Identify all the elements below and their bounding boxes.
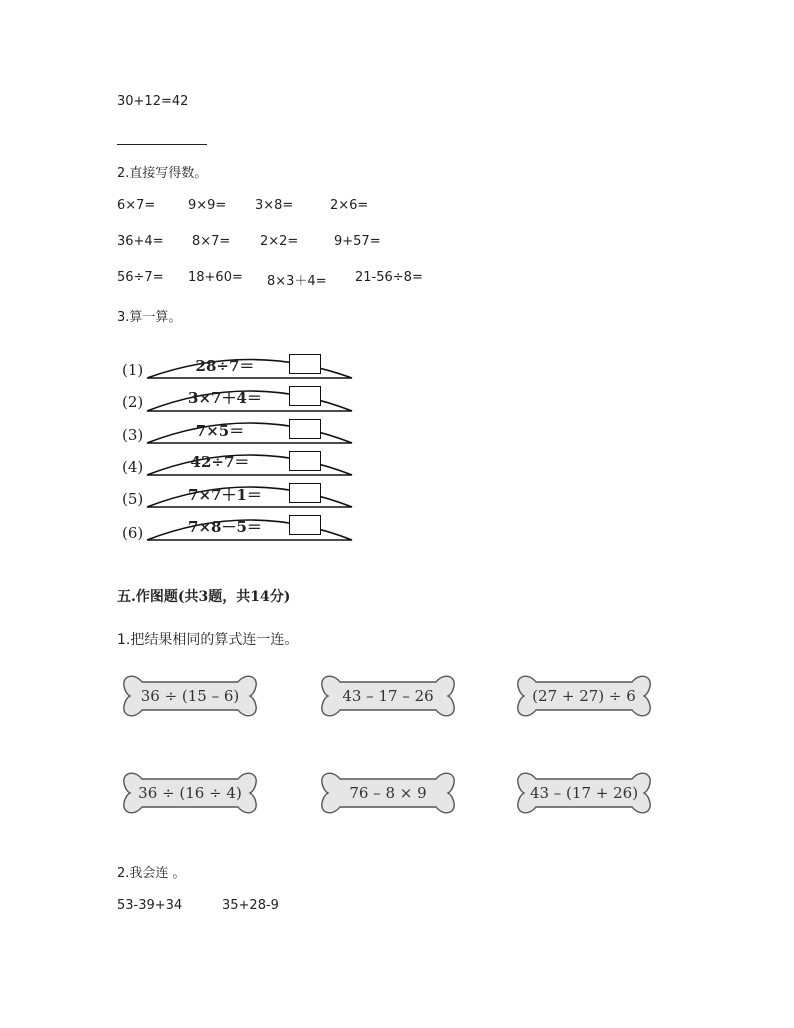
problem: 8×3＋4= — [267, 274, 327, 289]
dome-label-5: (5) — [122, 490, 144, 508]
answer-box-3[interactable] — [289, 419, 321, 439]
section5-title: 五.作图题(共3题，共14分) — [117, 589, 291, 605]
bone-expr: 43 – 17 – 26 — [342, 687, 434, 705]
dome-expr-1: 28÷7＝ — [195, 357, 255, 375]
problem: 8×7= — [192, 234, 231, 249]
dome-expr-5: 7×7＋1＝ — [188, 486, 262, 504]
problem: 9×9= — [188, 198, 227, 213]
answer-box-1[interactable] — [289, 354, 321, 374]
bone-top-3[interactable] — [514, 668, 654, 724]
dome-label-3: (3) — [122, 426, 144, 444]
problem: 9+57= — [334, 234, 381, 249]
answer-box-6[interactable] — [289, 515, 321, 535]
dome-exercise — [120, 345, 360, 545]
dome-label-1: (1) — [122, 361, 144, 379]
problem: 2×2= — [260, 234, 299, 249]
problem: 2×6= — [330, 198, 369, 213]
dome-label-4: (4) — [122, 458, 144, 476]
dome-expr-2: 3×7＋4＝ — [188, 389, 262, 407]
bone-bottom-1[interactable] — [120, 765, 260, 821]
dome-label-2: (2) — [122, 393, 144, 411]
problem: 36+4= — [117, 234, 164, 249]
dome-expr-6: 7×8－5＝ — [188, 518, 262, 536]
problem: 6×7= — [117, 198, 156, 213]
section2-heading: 2.直接写得数。 — [117, 166, 208, 181]
answer-underline — [117, 144, 207, 145]
q2-expr-2: 35+28-9 — [222, 898, 279, 913]
dome-expr-3: 7×5＝ — [195, 422, 245, 440]
bone-bottom-3[interactable] — [514, 765, 654, 821]
bone-top-1[interactable] — [120, 668, 260, 724]
bone-expr: 43 – (17 + 26) — [529, 784, 639, 802]
q2-expr-1: 53-39+34 — [117, 898, 183, 913]
top-answer: 30+12=42 — [117, 94, 189, 109]
bone-expr: 76 – 8 × 9 — [349, 784, 427, 802]
bone-top-2[interactable] — [318, 668, 458, 724]
bone-bottom-2[interactable] — [318, 765, 458, 821]
section3-heading: 3.算一算。 — [117, 310, 182, 325]
problem: 56÷7= — [117, 270, 164, 285]
bone-expr: 36 ÷ (15 – 6) — [140, 687, 240, 705]
bone-expr: (27 + 27) ÷ 6 — [532, 687, 636, 705]
section5-q1: 1.把结果相同的算式连一连。 — [117, 632, 299, 648]
answer-box-5[interactable] — [289, 483, 321, 503]
dome-expr-4: 42÷7＝ — [190, 453, 250, 471]
problem: 3×8= — [255, 198, 294, 213]
answer-box-4[interactable] — [289, 451, 321, 471]
section5-q2: 2.我会连 。 — [117, 866, 186, 881]
dome-label-6: (6) — [122, 524, 144, 542]
problem: 21-56÷8= — [355, 270, 423, 285]
answer-box-2[interactable] — [289, 386, 321, 406]
bone-expr: 36 ÷ (16 ÷ 4) — [138, 784, 242, 802]
problem: 18+60= — [188, 270, 243, 285]
